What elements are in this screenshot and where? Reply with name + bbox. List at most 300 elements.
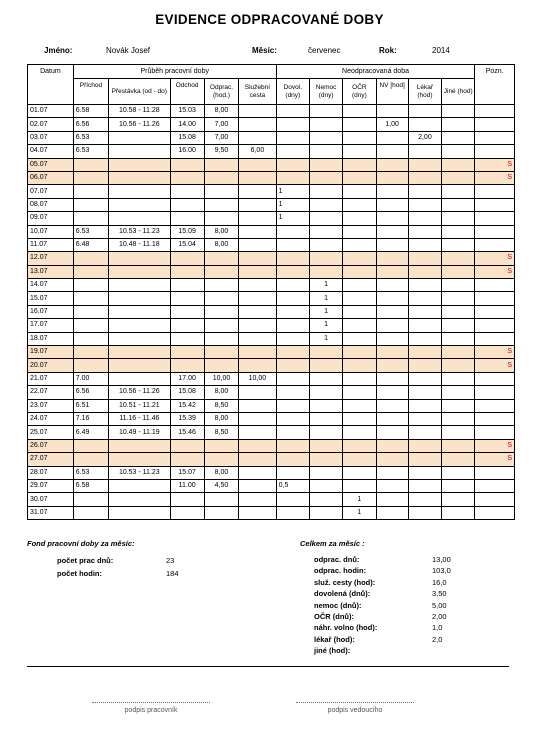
day-trip-cell bbox=[239, 118, 277, 131]
day-sick-cell bbox=[309, 493, 342, 506]
day-date-cell: 05.07 bbox=[28, 158, 74, 171]
day-vacation-cell bbox=[276, 171, 309, 184]
worker-signature-line bbox=[92, 702, 210, 703]
day-arrival-cell bbox=[73, 493, 108, 506]
fund-hours-value: 184 bbox=[166, 569, 179, 578]
col-departure-header: Odchod bbox=[170, 79, 204, 105]
day-departure-cell bbox=[170, 305, 204, 318]
day-departure-cell: 15.08 bbox=[170, 131, 204, 144]
day-other-cell bbox=[442, 493, 475, 506]
day-vacation-cell bbox=[276, 238, 309, 251]
day-trip-cell: 6,00 bbox=[239, 145, 277, 158]
day-doctor-cell bbox=[408, 359, 441, 372]
day-sick-cell bbox=[309, 225, 342, 238]
day-other-cell bbox=[442, 105, 475, 118]
day-break-cell bbox=[109, 319, 170, 332]
day-other-cell bbox=[442, 252, 475, 265]
day-doctor-cell bbox=[408, 185, 441, 198]
day-arrival-cell: 6.53 bbox=[73, 131, 108, 144]
col-other-header: Jiné (hod) bbox=[442, 79, 475, 105]
day-doctor-cell bbox=[408, 238, 441, 251]
totals-item-value: 5,00 bbox=[432, 600, 447, 610]
day-trip-cell bbox=[239, 225, 277, 238]
day-date-cell: 22.07 bbox=[28, 386, 74, 399]
day-doctor-cell bbox=[408, 279, 441, 292]
day-nv-cell bbox=[376, 506, 408, 519]
day-doctor-cell bbox=[408, 265, 441, 278]
day-break-cell bbox=[109, 479, 170, 492]
day-date-cell: 31.07 bbox=[28, 506, 74, 519]
day-doctor-cell bbox=[408, 466, 441, 479]
day-note-cell bbox=[475, 185, 515, 198]
day-departure-cell: 14.00 bbox=[170, 118, 204, 131]
day-hours-cell bbox=[204, 506, 238, 519]
day-vacation-cell bbox=[276, 265, 309, 278]
day-break-cell bbox=[109, 185, 170, 198]
day-vacation-cell bbox=[276, 292, 309, 305]
day-note-cell bbox=[475, 118, 515, 131]
day-date-cell: 06.07 bbox=[28, 171, 74, 184]
day-other-cell bbox=[442, 171, 475, 184]
fund-hours-label: počet hodin: bbox=[57, 569, 102, 578]
day-arrival-cell bbox=[73, 171, 108, 184]
day-ocr-cell bbox=[343, 171, 376, 184]
table-row bbox=[28, 426, 515, 439]
day-ocr-cell bbox=[343, 332, 376, 345]
day-other-cell bbox=[442, 399, 475, 412]
day-break-cell bbox=[109, 346, 170, 359]
day-note-cell bbox=[475, 225, 515, 238]
day-nv-cell bbox=[376, 171, 408, 184]
day-vacation-cell bbox=[276, 105, 309, 118]
day-arrival-cell: 7.00 bbox=[73, 372, 108, 385]
day-vacation-cell bbox=[276, 399, 309, 412]
day-hours-cell bbox=[204, 252, 238, 265]
table-row bbox=[28, 212, 515, 225]
day-trip-cell bbox=[239, 359, 277, 372]
day-arrival-cell bbox=[73, 332, 108, 345]
day-hours-cell bbox=[204, 265, 238, 278]
day-ocr-cell bbox=[343, 265, 376, 278]
day-ocr-cell bbox=[343, 238, 376, 251]
day-departure-cell bbox=[170, 439, 204, 452]
day-nv-cell bbox=[376, 479, 408, 492]
day-departure-cell: 15.09 bbox=[170, 225, 204, 238]
day-break-cell: 10.53 - 11.23 bbox=[109, 225, 170, 238]
table-row bbox=[28, 346, 515, 359]
day-ocr-cell bbox=[343, 359, 376, 372]
totals-heading: Celkem za měsíc : bbox=[300, 539, 365, 548]
day-departure-cell bbox=[170, 158, 204, 171]
day-trip-cell bbox=[239, 506, 277, 519]
day-nv-cell bbox=[376, 399, 408, 412]
day-arrival-cell bbox=[73, 439, 108, 452]
day-other-cell bbox=[442, 506, 475, 519]
day-sick-cell: 1 bbox=[309, 305, 342, 318]
day-date-cell: 08.07 bbox=[28, 198, 74, 211]
day-departure-cell bbox=[170, 359, 204, 372]
day-break-cell bbox=[109, 453, 170, 466]
day-break-cell bbox=[109, 372, 170, 385]
timesheet-body bbox=[28, 105, 515, 520]
day-hours-cell bbox=[204, 185, 238, 198]
day-nv-cell bbox=[376, 225, 408, 238]
day-doctor-cell bbox=[408, 439, 441, 452]
day-hours-cell: 7,00 bbox=[204, 118, 238, 131]
day-trip-cell bbox=[239, 332, 277, 345]
day-note-cell bbox=[475, 506, 515, 519]
day-other-cell bbox=[442, 466, 475, 479]
day-break-cell: 10.49 - 11.19 bbox=[109, 426, 170, 439]
day-ocr-cell bbox=[343, 118, 376, 131]
day-arrival-cell bbox=[73, 305, 108, 318]
day-trip-cell bbox=[239, 158, 277, 171]
day-doctor-cell bbox=[408, 252, 441, 265]
day-hours-cell bbox=[204, 279, 238, 292]
day-arrival-cell bbox=[73, 292, 108, 305]
day-arrival-cell bbox=[73, 453, 108, 466]
day-arrival-cell: 6.58 bbox=[73, 105, 108, 118]
day-hours-cell: 8,00 bbox=[204, 412, 238, 425]
day-trip-cell bbox=[239, 319, 277, 332]
day-nv-cell bbox=[376, 131, 408, 144]
day-note-cell: S bbox=[475, 171, 515, 184]
day-doctor-cell bbox=[408, 372, 441, 385]
table-row bbox=[28, 332, 515, 345]
table-row bbox=[28, 145, 515, 158]
day-doctor-cell bbox=[408, 346, 441, 359]
totals-item-value: 2,00 bbox=[432, 612, 447, 621]
day-arrival-cell: 6.56 bbox=[73, 386, 108, 399]
day-other-cell bbox=[442, 439, 475, 452]
day-sick-cell bbox=[309, 265, 342, 278]
day-note-cell bbox=[475, 386, 515, 399]
day-date-cell: 09.07 bbox=[28, 212, 74, 225]
day-sick-cell bbox=[309, 238, 342, 251]
day-sick-cell bbox=[309, 118, 342, 131]
day-sick-cell bbox=[309, 466, 342, 479]
day-nv-cell bbox=[376, 493, 408, 506]
table-row bbox=[28, 305, 515, 318]
day-departure-cell bbox=[170, 171, 204, 184]
day-ocr-cell bbox=[343, 105, 376, 118]
day-hours-cell bbox=[204, 319, 238, 332]
day-break-cell bbox=[109, 131, 170, 144]
day-trip-cell bbox=[239, 466, 277, 479]
day-doctor-cell bbox=[408, 212, 441, 225]
col-hours-header: Odprac. (hod.) bbox=[204, 79, 238, 105]
day-date-cell: 29.07 bbox=[28, 479, 74, 492]
day-departure-cell: 15.46 bbox=[170, 426, 204, 439]
day-date-cell: 15.07 bbox=[28, 292, 74, 305]
day-note-cell bbox=[475, 372, 515, 385]
day-sick-cell bbox=[309, 426, 342, 439]
day-nv-cell: 1,00 bbox=[376, 118, 408, 131]
year-value: 2014 bbox=[432, 46, 450, 55]
day-ocr-cell bbox=[343, 346, 376, 359]
day-doctor-cell bbox=[408, 171, 441, 184]
day-hours-cell bbox=[204, 453, 238, 466]
day-ocr-cell: 1 bbox=[343, 506, 376, 519]
day-trip-cell bbox=[239, 412, 277, 425]
day-sick-cell bbox=[309, 145, 342, 158]
day-note-cell bbox=[475, 238, 515, 251]
day-departure-cell: 15.07 bbox=[170, 466, 204, 479]
day-vacation-cell bbox=[276, 372, 309, 385]
day-vacation-cell bbox=[276, 453, 309, 466]
day-arrival-cell: 6.53 bbox=[73, 225, 108, 238]
day-departure-cell: 17.00 bbox=[170, 372, 204, 385]
table-row bbox=[28, 479, 515, 492]
day-trip-cell bbox=[239, 386, 277, 399]
day-break-cell bbox=[109, 506, 170, 519]
table-row bbox=[28, 279, 515, 292]
day-doctor-cell bbox=[408, 479, 441, 492]
day-arrival-cell: 6.49 bbox=[73, 426, 108, 439]
day-date-cell: 26.07 bbox=[28, 439, 74, 452]
day-note-cell: S bbox=[475, 359, 515, 372]
day-sick-cell bbox=[309, 399, 342, 412]
day-arrival-cell bbox=[73, 265, 108, 278]
year-label: Rok: bbox=[379, 46, 397, 55]
totals-item-label: služ. cesty (hod): bbox=[314, 577, 376, 587]
day-doctor-cell bbox=[408, 453, 441, 466]
day-arrival-cell bbox=[73, 346, 108, 359]
day-nv-cell bbox=[376, 279, 408, 292]
day-date-cell: 28.07 bbox=[28, 466, 74, 479]
day-other-cell bbox=[442, 118, 475, 131]
day-departure-cell bbox=[170, 265, 204, 278]
table-row bbox=[28, 466, 515, 479]
day-sick-cell bbox=[309, 158, 342, 171]
day-hours-cell bbox=[204, 439, 238, 452]
table-row bbox=[28, 292, 515, 305]
day-note-cell: S bbox=[475, 453, 515, 466]
worktime-group-header: Průběh pracovní doby bbox=[73, 65, 276, 79]
day-arrival-cell: 6.48 bbox=[73, 238, 108, 251]
day-note-cell bbox=[475, 305, 515, 318]
day-date-cell: 20.07 bbox=[28, 359, 74, 372]
day-break-cell: 10.51 - 11.21 bbox=[109, 399, 170, 412]
day-vacation-cell bbox=[276, 131, 309, 144]
day-arrival-cell: 7.16 bbox=[73, 412, 108, 425]
day-note-cell bbox=[475, 131, 515, 144]
table-row bbox=[28, 399, 515, 412]
day-note-cell: S bbox=[475, 252, 515, 265]
day-nv-cell bbox=[376, 412, 408, 425]
manager-signature-label: podpis vedoucího bbox=[327, 707, 383, 714]
day-arrival-cell: 6.53 bbox=[73, 466, 108, 479]
day-trip-cell bbox=[239, 198, 277, 211]
col-arrival-header: Příchod bbox=[73, 79, 108, 105]
day-doctor-cell bbox=[408, 292, 441, 305]
day-other-cell bbox=[442, 319, 475, 332]
day-break-cell: 11.16 - 11.46 bbox=[109, 412, 170, 425]
day-arrival-cell bbox=[73, 185, 108, 198]
day-note-cell: S bbox=[475, 158, 515, 171]
footer-divider bbox=[27, 666, 509, 667]
day-trip-cell bbox=[239, 292, 277, 305]
totals-item-label: odprac. hodin: bbox=[314, 566, 367, 576]
table-row bbox=[28, 493, 515, 506]
timesheet-table bbox=[27, 64, 515, 520]
day-vacation-cell: 0,5 bbox=[276, 479, 309, 492]
day-nv-cell bbox=[376, 212, 408, 225]
day-sick-cell bbox=[309, 372, 342, 385]
day-departure-cell bbox=[170, 332, 204, 345]
day-ocr-cell: 1 bbox=[343, 493, 376, 506]
day-hours-cell bbox=[204, 292, 238, 305]
fund-days-label: počet prac dnů: bbox=[57, 556, 114, 565]
day-nv-cell bbox=[376, 386, 408, 399]
day-nv-cell bbox=[376, 185, 408, 198]
day-hours-cell: 8,50 bbox=[204, 399, 238, 412]
day-departure-cell bbox=[170, 212, 204, 225]
day-break-cell bbox=[109, 292, 170, 305]
day-trip-cell bbox=[239, 426, 277, 439]
day-hours-cell bbox=[204, 332, 238, 345]
manager-signature-line bbox=[296, 702, 414, 703]
totals-item-label: lékař (hod): bbox=[314, 634, 355, 644]
day-hours-cell bbox=[204, 359, 238, 372]
day-doctor-cell bbox=[408, 198, 441, 211]
day-nv-cell bbox=[376, 453, 408, 466]
day-other-cell bbox=[442, 198, 475, 211]
day-break-cell bbox=[109, 212, 170, 225]
day-vacation-cell bbox=[276, 305, 309, 318]
day-nv-cell bbox=[376, 319, 408, 332]
day-vacation-cell bbox=[276, 412, 309, 425]
day-other-cell bbox=[442, 265, 475, 278]
day-sick-cell bbox=[309, 479, 342, 492]
month-value: červenec bbox=[308, 46, 341, 55]
day-ocr-cell bbox=[343, 412, 376, 425]
day-ocr-cell bbox=[343, 305, 376, 318]
day-ocr-cell bbox=[343, 279, 376, 292]
day-date-cell: 17.07 bbox=[28, 319, 74, 332]
day-hours-cell: 10,00 bbox=[204, 372, 238, 385]
day-break-cell bbox=[109, 158, 170, 171]
day-doctor-cell bbox=[408, 426, 441, 439]
day-other-cell bbox=[442, 131, 475, 144]
day-trip-cell bbox=[239, 439, 277, 452]
day-departure-cell: 15.04 bbox=[170, 238, 204, 251]
header-row-groups bbox=[28, 65, 515, 79]
day-departure-cell bbox=[170, 319, 204, 332]
totals-item-value: 1,0 bbox=[432, 623, 443, 633]
day-sick-cell bbox=[309, 171, 342, 184]
day-departure-cell bbox=[170, 185, 204, 198]
table-row bbox=[28, 319, 515, 332]
day-ocr-cell bbox=[343, 252, 376, 265]
day-other-cell bbox=[442, 225, 475, 238]
day-sick-cell bbox=[309, 439, 342, 452]
day-note-cell bbox=[475, 479, 515, 492]
day-break-cell bbox=[109, 198, 170, 211]
day-break-cell bbox=[109, 265, 170, 278]
day-hours-cell: 8,00 bbox=[204, 105, 238, 118]
day-vacation-cell bbox=[276, 332, 309, 345]
day-arrival-cell: 6.53 bbox=[73, 145, 108, 158]
totals-item-value: 103,0 bbox=[432, 566, 451, 576]
totals-item-value: 13,00 bbox=[432, 555, 451, 564]
day-other-cell bbox=[442, 145, 475, 158]
fund-days-value: 23 bbox=[166, 556, 175, 565]
name-label: Jméno: bbox=[44, 46, 73, 55]
day-sick-cell bbox=[309, 105, 342, 118]
day-departure-cell bbox=[170, 292, 204, 305]
day-date-cell: 04.07 bbox=[28, 145, 74, 158]
day-departure-cell bbox=[170, 453, 204, 466]
table-row bbox=[28, 265, 515, 278]
day-hours-cell: 8,00 bbox=[204, 225, 238, 238]
day-ocr-cell bbox=[343, 198, 376, 211]
table-row bbox=[28, 386, 515, 399]
day-note-cell bbox=[475, 399, 515, 412]
day-departure-cell: 15.08 bbox=[170, 386, 204, 399]
day-ocr-cell bbox=[343, 426, 376, 439]
day-note-cell: S bbox=[475, 439, 515, 452]
day-note-cell bbox=[475, 212, 515, 225]
day-trip-cell bbox=[239, 252, 277, 265]
day-doctor-cell bbox=[408, 386, 441, 399]
day-date-cell: 01.07 bbox=[28, 105, 74, 118]
day-doctor-cell bbox=[408, 399, 441, 412]
day-vacation-cell bbox=[276, 359, 309, 372]
day-vacation-cell bbox=[276, 506, 309, 519]
day-hours-cell: 8,00 bbox=[204, 466, 238, 479]
day-other-cell bbox=[442, 372, 475, 385]
day-arrival-cell: 6.51 bbox=[73, 399, 108, 412]
table-row bbox=[28, 359, 515, 372]
col-sick-header: Nemoc (dny) bbox=[309, 79, 342, 105]
day-break-cell bbox=[109, 439, 170, 452]
day-sick-cell bbox=[309, 252, 342, 265]
day-other-cell bbox=[442, 346, 475, 359]
day-doctor-cell bbox=[408, 145, 441, 158]
day-vacation-cell: 1 bbox=[276, 185, 309, 198]
day-sick-cell bbox=[309, 185, 342, 198]
day-vacation-cell bbox=[276, 386, 309, 399]
day-ocr-cell bbox=[343, 319, 376, 332]
day-departure-cell bbox=[170, 346, 204, 359]
day-hours-cell: 8,00 bbox=[204, 238, 238, 251]
day-other-cell bbox=[442, 479, 475, 492]
day-trip-cell bbox=[239, 453, 277, 466]
day-ocr-cell bbox=[343, 479, 376, 492]
day-break-cell bbox=[109, 279, 170, 292]
day-vacation-cell bbox=[276, 225, 309, 238]
day-sick-cell bbox=[309, 359, 342, 372]
day-other-cell bbox=[442, 158, 475, 171]
day-departure-cell bbox=[170, 506, 204, 519]
fund-heading: Fond pracovní doby za měsíc: bbox=[27, 539, 135, 548]
day-trip-cell bbox=[239, 105, 277, 118]
day-date-cell: 10.07 bbox=[28, 225, 74, 238]
day-hours-cell bbox=[204, 158, 238, 171]
day-break-cell bbox=[109, 171, 170, 184]
day-trip-cell bbox=[239, 131, 277, 144]
day-departure-cell bbox=[170, 279, 204, 292]
day-note-cell: S bbox=[475, 346, 515, 359]
day-sick-cell bbox=[309, 131, 342, 144]
day-ocr-cell bbox=[343, 386, 376, 399]
day-other-cell bbox=[442, 453, 475, 466]
day-arrival-cell bbox=[73, 212, 108, 225]
table-row bbox=[28, 118, 515, 131]
day-break-cell bbox=[109, 332, 170, 345]
day-other-cell bbox=[442, 212, 475, 225]
